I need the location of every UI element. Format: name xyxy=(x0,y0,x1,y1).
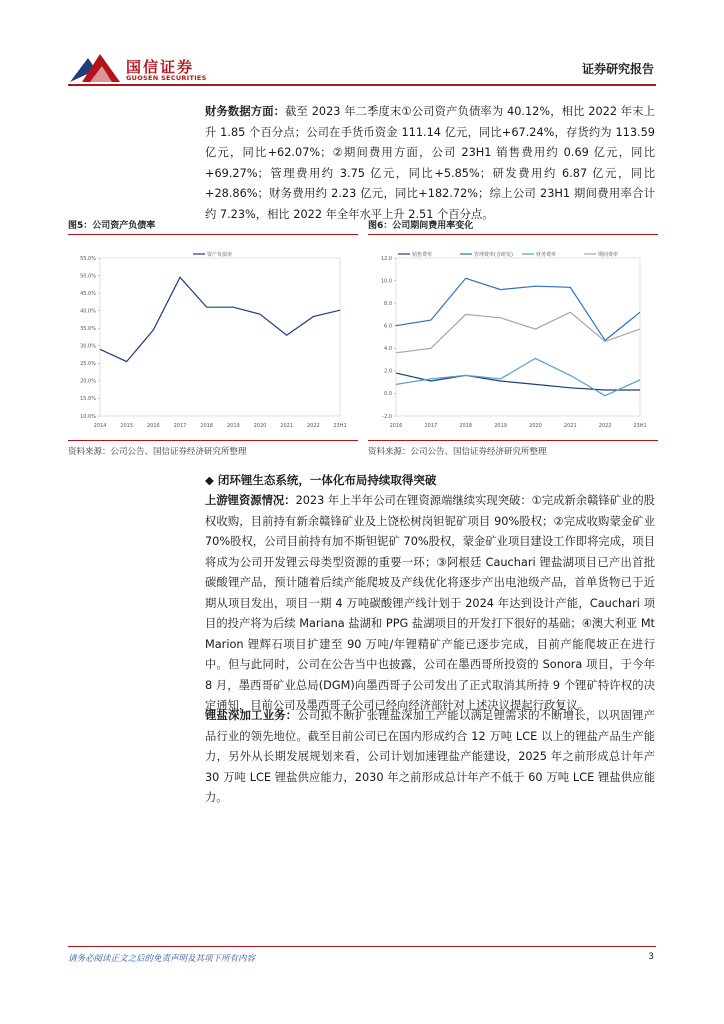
deep-processing-paragraph xyxy=(205,706,655,809)
section-heading xyxy=(205,472,436,488)
chart5-ytick-label: 40.0% xyxy=(80,308,96,315)
chart5-source-divider xyxy=(68,440,358,441)
chart5-ytick-label: 25.0% xyxy=(80,361,96,368)
chart5-ytick-label: 30.0% xyxy=(80,343,96,350)
guosen-logo xyxy=(68,52,208,86)
upstream-lead: 上游锂资源情况： xyxy=(205,494,296,507)
chart6-legend-label: 财务费率 xyxy=(536,251,557,258)
chart5-ytick-label: 50.0% xyxy=(80,273,96,280)
diamond-bullet-icon: ◆ xyxy=(205,473,214,487)
finance-lead: 财务数据方面： xyxy=(205,105,286,118)
chart5-series-line xyxy=(100,277,340,361)
chart5-xtick-label: 2020 xyxy=(253,423,267,429)
chart5-xtick-label: 2015 xyxy=(120,423,134,429)
chart6-figure xyxy=(368,218,658,438)
chart5-plot xyxy=(68,238,358,433)
upstream-text: 2023 年上半年公司在锂资源端继续实现突破：①完成新余赣锋矿业的股权收购，目前持有新余赣锋矿业及上饶松树岗钽铌矿项目 90%股权；②完成收购蒙金矿业 70%股权，公司目前持有加不斯钽铌矿 70%股权，蒙金矿业项目建设工作即将完成，项目将成为公司开发锂云母类型资源的重要一环；③阿根廷 Cauchari 锂盐湖项目已产出首批碳酸锂产品，预计随着后续产能爬坡及产线优化将逐步产出电池级产品，首单货物已于近期从项目发出，项目一期 4 万吨碳酸锂产线计划于 2024 年达到设计产能，Cauchari 项目的投产将为后续 Mariana 盐湖和 PPG 盐湖项目的开发打下很好的基础；④澳大利亚 Mt Marion 锂辉石项目扩建至 90 万吨/年锂精矿产能已逐步完成，目前产能爬坡正在进行中。但与此同时，公司在公告当中也披露，公司在墨西哥所投资的 Sonora 项目，于今年 8 月，墨西哥矿业总局(DGM)向墨西哥子公司发出了正式取消其所持 9 个锂矿特许权的决定通知，目前公司及墨西哥子公司已经向经济部针对上述决议提起行政复议。 xyxy=(205,494,655,712)
chart5-ytick-label: 35.0% xyxy=(80,326,96,333)
chart6-xtick-label: 2018 xyxy=(459,423,473,429)
chart6-series-line xyxy=(396,373,640,390)
chart6-legend-label: 管理费率(含研发) xyxy=(474,251,513,258)
chart6-xtick-label: 23H1 xyxy=(633,423,647,429)
chart6-ytick-label: 10.0 xyxy=(380,278,392,285)
page-header xyxy=(0,0,724,90)
chart6-xtick-label: 2020 xyxy=(529,423,542,429)
finance-paragraph xyxy=(205,102,655,225)
chart6-legend-label: 期间费率 xyxy=(598,251,619,258)
chart6-ytick-label: 4.0 xyxy=(384,346,392,353)
upstream-paragraph xyxy=(205,491,655,717)
chart5-legend-label: 资产负债率 xyxy=(207,251,233,258)
deep-processing-text: 公司拟不断扩张锂盐深加工产能以满足锂需求的不断增长，以巩固锂产品行业的领先地位。截至目前公司已在国内形成约合 12 万吨 LCE 以上的锂盐产品生产能力，另外从长期发展规划来看，公司计划加速锂盐产能建设，2025 年之前形成总计年产 30 万吨 LCE 锂盐供应能力，2030 年之前形成总计年产不低于 60 万吨 LCE 锂盐供应能力。 xyxy=(205,709,655,804)
section-heading-text: 闭环锂生态系统，一体化布局持续取得突破 xyxy=(217,473,437,487)
finance-text: 截至 2023 年二季度末①公司资产负债率为 40.12%，相比 2022 年末上升 1.85 个百分点；公司在手货币资金 111.14 亿元，同比+67.24%，存货约为 113.59 亿元，同比+62.07%；②期间费用方面，公司 23H1 销售费用约 0.69 亿元，同比+69.27%；管理费用约 3.75 亿元，同比+5.85%；研发费用约 6.87 亿元，同比+28.86%；财务费用约 2.23 亿元，同比+182.72%；综上公司 23H1 期间费用率合计约 7.23%，相比 2022 年全年水平上升 2.51 个百分点。 xyxy=(205,105,655,221)
chart5-frame xyxy=(100,258,340,416)
chart5-figure xyxy=(68,218,358,438)
chart5-ytick-label: 20.0% xyxy=(80,378,96,385)
chart6-plot xyxy=(368,238,658,433)
chart5-title: 图5：公司资产负债率 xyxy=(68,218,358,235)
chart6-xtick-label: 2021 xyxy=(563,423,577,429)
chart6-series-line xyxy=(396,278,640,340)
chart5-xtick-label: 2017 xyxy=(173,423,187,429)
chart5-xtick-label: 23H1 xyxy=(333,423,347,429)
report-type-label: 证券研究报告 xyxy=(581,62,654,76)
chart5-xtick-label: 2022 xyxy=(306,423,320,429)
disclaimer-note: 请务必阅读正文之后的免责声明及其项下所有内容 xyxy=(68,954,256,964)
chart6-xtick-label: 2016 xyxy=(389,423,403,429)
footer-divider xyxy=(68,946,656,947)
chart5-ytick-label: 45.0% xyxy=(80,290,96,297)
chart6-ytick-label: 12.0 xyxy=(380,255,392,262)
page-number: 3 xyxy=(648,952,654,962)
chart6-source-divider xyxy=(368,440,658,441)
chart6-ytick-label: 2.0 xyxy=(384,368,392,375)
logo-mark-icon xyxy=(68,52,122,84)
chart5-source: 资料来源：公司公告、国信证券经济研究所整理 xyxy=(68,447,247,457)
chart6-ytick-label: 8.0 xyxy=(384,300,392,307)
logo-text-en: GUOSEN SECURITIES xyxy=(126,74,207,82)
header-divider xyxy=(68,84,656,86)
chart6-xtick-label: 2022 xyxy=(598,423,612,429)
chart5-xtick-label: 2016 xyxy=(146,423,160,429)
chart6-source: 资料来源：公司公告、国信证券经济研究所整理 xyxy=(368,447,547,457)
deep-processing-lead: 锂盐深加工业务： xyxy=(205,709,298,722)
chart6-ytick-label: -2.0 xyxy=(382,413,392,420)
chart5-xtick-label: 2021 xyxy=(280,423,294,429)
chart6-ytick-label: 0.0 xyxy=(384,391,392,398)
chart6-xtick-label: 2019 xyxy=(494,423,507,429)
chart5-xtick-label: 2014 xyxy=(93,423,107,429)
logo-text-cn: 国信证券 xyxy=(126,58,195,76)
chart5-xtick-label: 2019 xyxy=(226,423,240,429)
chart6-ytick-label: 6.0 xyxy=(384,323,392,330)
chart5-xtick-label: 2018 xyxy=(200,423,214,429)
chart6-xtick-label: 2017 xyxy=(424,423,438,429)
chart5-ytick-label: 15.0% xyxy=(80,396,96,403)
chart5-ytick-label: 10.0% xyxy=(80,413,96,420)
chart6-title: 图6：公司期间费用率变化 xyxy=(368,218,658,235)
chart6-legend-label: 销售费率 xyxy=(412,251,433,258)
chart5-ytick-label: 55.0% xyxy=(80,255,96,262)
